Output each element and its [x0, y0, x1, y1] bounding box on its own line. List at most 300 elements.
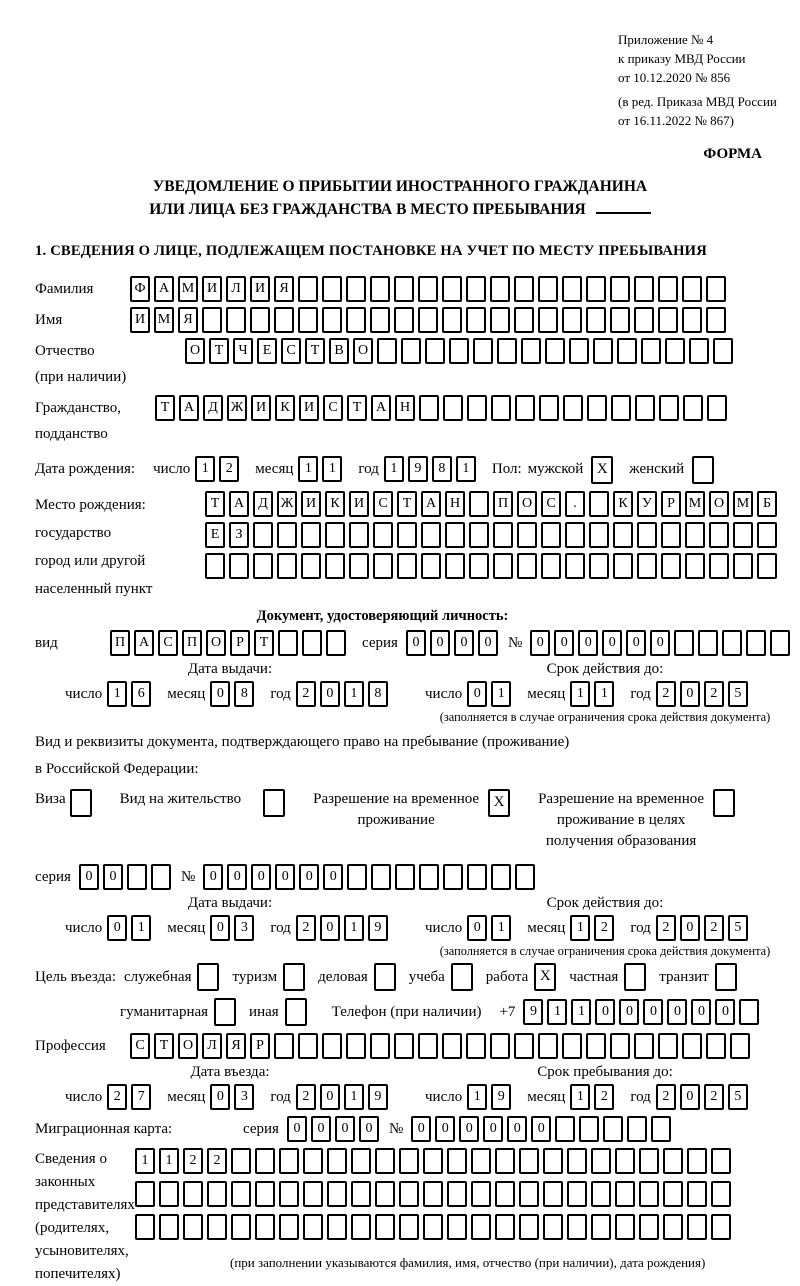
char-cell[interactable]	[567, 1181, 587, 1207]
char-cell[interactable]: 9	[523, 999, 543, 1025]
char-cell[interactable]	[493, 522, 513, 548]
char-cell[interactable]	[634, 1033, 654, 1059]
char-cell[interactable]: 1	[298, 456, 318, 482]
char-cell[interactable]: И	[299, 395, 319, 421]
char-cell[interactable]	[467, 864, 487, 890]
char-cell[interactable]	[394, 1033, 414, 1059]
char-cell[interactable]	[183, 1214, 203, 1240]
char-cell[interactable]	[399, 1181, 419, 1207]
char-cell[interactable]	[322, 307, 342, 333]
char-cell[interactable]: 0	[320, 681, 340, 707]
char-cell[interactable]	[231, 1214, 251, 1240]
char-cell[interactable]: 0	[680, 681, 700, 707]
char-cell[interactable]	[567, 1214, 587, 1240]
char-cell[interactable]	[279, 1214, 299, 1240]
char-cell[interactable]: 9	[368, 1084, 388, 1110]
char-cell[interactable]: И	[202, 276, 222, 302]
char-cell[interactable]	[473, 338, 493, 364]
char-cell[interactable]	[579, 1116, 599, 1142]
char-cell[interactable]: К	[275, 395, 295, 421]
char-cell[interactable]	[325, 522, 345, 548]
char-cell[interactable]	[610, 1033, 630, 1059]
char-cell[interactable]	[466, 276, 486, 302]
char-cell[interactable]: 0	[320, 915, 340, 941]
char-cell[interactable]	[635, 395, 655, 421]
char-cell[interactable]: О	[353, 338, 373, 364]
char-cell[interactable]	[563, 395, 583, 421]
char-cell[interactable]	[637, 522, 657, 548]
char-cell[interactable]: У	[637, 491, 657, 517]
char-cell[interactable]	[207, 1181, 227, 1207]
char-cell[interactable]	[730, 1033, 750, 1059]
char-cell[interactable]: Н	[395, 395, 415, 421]
char-cell[interactable]	[613, 522, 633, 548]
char-cell[interactable]: 2	[296, 1084, 316, 1110]
char-cell[interactable]: 0	[406, 630, 426, 656]
char-cell[interactable]: 0	[478, 630, 498, 656]
char-cell[interactable]	[303, 1214, 323, 1240]
char-cell[interactable]: И	[130, 307, 150, 333]
char-cell[interactable]: 2	[219, 456, 239, 482]
char-cell[interactable]: 9	[491, 1084, 511, 1110]
char-cell[interactable]: С	[323, 395, 343, 421]
char-cell[interactable]	[303, 1148, 323, 1174]
char-cell[interactable]: 2	[594, 915, 614, 941]
char-cell[interactable]	[442, 276, 462, 302]
char-cell[interactable]	[517, 553, 537, 579]
char-cell[interactable]	[423, 1214, 443, 1240]
char-cell[interactable]	[639, 1214, 659, 1240]
char-cell[interactable]	[375, 1148, 395, 1174]
char-cell[interactable]: 1	[547, 999, 567, 1025]
char-cell[interactable]	[586, 1033, 606, 1059]
char-cell[interactable]: 8	[368, 681, 388, 707]
char-cell[interactable]	[682, 276, 702, 302]
char-cell[interactable]	[757, 522, 777, 548]
char-cell[interactable]: М	[733, 491, 753, 517]
char-cell[interactable]	[663, 1148, 683, 1174]
char-cell[interactable]	[159, 1181, 179, 1207]
char-cell[interactable]	[587, 395, 607, 421]
char-cell[interactable]	[495, 1181, 515, 1207]
char-cell[interactable]	[757, 553, 777, 579]
char-cell[interactable]	[250, 307, 270, 333]
char-cell[interactable]: 0	[554, 630, 574, 656]
char-cell[interactable]	[613, 553, 633, 579]
char-cell[interactable]: М	[154, 307, 174, 333]
char-cell[interactable]	[231, 1181, 251, 1207]
char-cell[interactable]: 0	[619, 999, 639, 1025]
char-cell[interactable]: 1	[571, 999, 591, 1025]
char-cell[interactable]: 1	[491, 915, 511, 941]
char-cell[interactable]	[591, 1181, 611, 1207]
char-cell[interactable]: 0	[275, 864, 295, 890]
char-cell[interactable]	[543, 1148, 563, 1174]
char-cell[interactable]: 0	[203, 864, 223, 890]
char-cell[interactable]	[545, 338, 565, 364]
char-cell[interactable]	[539, 395, 559, 421]
char-cell[interactable]: В	[329, 338, 349, 364]
char-cell[interactable]: 1	[344, 1084, 364, 1110]
char-cell[interactable]	[471, 1181, 491, 1207]
char-cell[interactable]	[401, 338, 421, 364]
char-cell[interactable]	[689, 338, 709, 364]
option-residence-permit-checkbox[interactable]	[263, 789, 285, 817]
char-cell[interactable]	[661, 522, 681, 548]
char-cell[interactable]	[562, 1033, 582, 1059]
char-cell[interactable]	[351, 1148, 371, 1174]
char-cell[interactable]	[425, 338, 445, 364]
char-cell[interactable]	[327, 1148, 347, 1174]
char-cell[interactable]	[447, 1214, 467, 1240]
char-cell[interactable]	[255, 1214, 275, 1240]
char-cell[interactable]	[698, 630, 718, 656]
char-cell[interactable]: П	[493, 491, 513, 517]
char-cell[interactable]	[377, 338, 397, 364]
char-cell[interactable]: 2	[207, 1148, 227, 1174]
char-cell[interactable]	[298, 1033, 318, 1059]
char-cell[interactable]: Е	[257, 338, 277, 364]
char-cell[interactable]	[394, 307, 414, 333]
char-cell[interactable]: 0	[531, 1116, 551, 1142]
char-cell[interactable]: 0	[595, 999, 615, 1025]
char-cell[interactable]	[658, 276, 678, 302]
char-cell[interactable]	[687, 1148, 707, 1174]
char-cell[interactable]	[471, 1214, 491, 1240]
char-cell[interactable]: 0	[210, 681, 230, 707]
char-cell[interactable]: 0	[435, 1116, 455, 1142]
char-cell[interactable]	[615, 1181, 635, 1207]
char-cell[interactable]	[279, 1181, 299, 1207]
char-cell[interactable]: 1	[344, 915, 364, 941]
char-cell[interactable]: 2	[296, 915, 316, 941]
char-cell[interactable]	[562, 276, 582, 302]
char-cell[interactable]: Т	[254, 630, 274, 656]
char-cell[interactable]	[586, 276, 606, 302]
char-cell[interactable]: 0	[680, 915, 700, 941]
char-cell[interactable]: 0	[459, 1116, 479, 1142]
char-cell[interactable]	[639, 1181, 659, 1207]
char-cell[interactable]: 0	[507, 1116, 527, 1142]
char-cell[interactable]: 5	[728, 915, 748, 941]
char-cell[interactable]	[346, 307, 366, 333]
char-cell[interactable]	[490, 1033, 510, 1059]
char-cell[interactable]	[418, 276, 438, 302]
char-cell[interactable]	[226, 307, 246, 333]
char-cell[interactable]	[663, 1214, 683, 1240]
char-cell[interactable]	[589, 491, 609, 517]
char-cell[interactable]	[301, 553, 321, 579]
char-cell[interactable]: К	[613, 491, 633, 517]
char-cell[interactable]	[519, 1214, 539, 1240]
char-cell[interactable]	[274, 1033, 294, 1059]
char-cell[interactable]	[706, 276, 726, 302]
char-cell[interactable]: 8	[234, 681, 254, 707]
purpose-option-checkbox[interactable]	[451, 963, 473, 991]
char-cell[interactable]: 7	[131, 1084, 151, 1110]
char-cell[interactable]: 6	[131, 681, 151, 707]
char-cell[interactable]: 0	[691, 999, 711, 1025]
char-cell[interactable]	[659, 395, 679, 421]
char-cell[interactable]	[706, 307, 726, 333]
char-cell[interactable]	[663, 1181, 683, 1207]
char-cell[interactable]	[555, 1116, 575, 1142]
char-cell[interactable]: О	[709, 491, 729, 517]
char-cell[interactable]	[466, 307, 486, 333]
char-cell[interactable]: П	[182, 630, 202, 656]
char-cell[interactable]: 0	[299, 864, 319, 890]
char-cell[interactable]	[135, 1181, 155, 1207]
char-cell[interactable]	[706, 1033, 726, 1059]
char-cell[interactable]	[298, 276, 318, 302]
char-cell[interactable]: 0	[643, 999, 663, 1025]
char-cell[interactable]	[538, 1033, 558, 1059]
char-cell[interactable]: 0	[626, 630, 646, 656]
char-cell[interactable]	[395, 864, 415, 890]
char-cell[interactable]	[615, 1148, 635, 1174]
char-cell[interactable]	[711, 1214, 731, 1240]
sex-male-checkbox[interactable]: X	[591, 456, 613, 484]
char-cell[interactable]	[255, 1181, 275, 1207]
char-cell[interactable]	[538, 307, 558, 333]
char-cell[interactable]: 0	[210, 915, 230, 941]
char-cell[interactable]	[445, 553, 465, 579]
char-cell[interactable]	[515, 864, 535, 890]
char-cell[interactable]: 1	[491, 681, 511, 707]
char-cell[interactable]	[229, 553, 249, 579]
char-cell[interactable]: 1	[135, 1148, 155, 1174]
char-cell[interactable]	[302, 630, 322, 656]
char-cell[interactable]: 1	[594, 681, 614, 707]
char-cell[interactable]: Р	[250, 1033, 270, 1059]
char-cell[interactable]: 2	[704, 681, 724, 707]
char-cell[interactable]	[591, 1214, 611, 1240]
char-cell[interactable]: Т	[305, 338, 325, 364]
char-cell[interactable]	[538, 276, 558, 302]
char-cell[interactable]	[277, 522, 297, 548]
char-cell[interactable]: Д	[253, 491, 273, 517]
sex-female-checkbox[interactable]	[692, 456, 714, 484]
char-cell[interactable]	[469, 522, 489, 548]
char-cell[interactable]: 9	[368, 915, 388, 941]
char-cell[interactable]	[627, 1116, 647, 1142]
char-cell[interactable]	[543, 1214, 563, 1240]
char-cell[interactable]: 1	[570, 681, 590, 707]
char-cell[interactable]: Ф	[130, 276, 150, 302]
char-cell[interactable]: 0	[667, 999, 687, 1025]
char-cell[interactable]	[423, 1181, 443, 1207]
char-cell[interactable]	[231, 1148, 251, 1174]
char-cell[interactable]: 9	[408, 456, 428, 482]
option-visa-checkbox[interactable]	[70, 789, 92, 817]
char-cell[interactable]	[495, 1214, 515, 1240]
char-cell[interactable]: И	[301, 491, 321, 517]
char-cell[interactable]	[517, 522, 537, 548]
char-cell[interactable]: 0	[411, 1116, 431, 1142]
char-cell[interactable]	[491, 395, 511, 421]
char-cell[interactable]: С	[281, 338, 301, 364]
purpose-option-checkbox[interactable]	[374, 963, 396, 991]
char-cell[interactable]	[135, 1214, 155, 1240]
char-cell[interactable]: 8	[432, 456, 452, 482]
char-cell[interactable]	[445, 522, 465, 548]
char-cell[interactable]	[514, 276, 534, 302]
char-cell[interactable]: 1	[195, 456, 215, 482]
char-cell[interactable]	[349, 522, 369, 548]
char-cell[interactable]	[770, 630, 790, 656]
char-cell[interactable]	[466, 1033, 486, 1059]
char-cell[interactable]	[301, 522, 321, 548]
char-cell[interactable]	[651, 1116, 671, 1142]
char-cell[interactable]	[447, 1181, 467, 1207]
char-cell[interactable]: А	[421, 491, 441, 517]
char-cell[interactable]	[151, 864, 171, 890]
char-cell[interactable]: 2	[656, 915, 676, 941]
char-cell[interactable]	[567, 1148, 587, 1174]
char-cell[interactable]: Р	[230, 630, 250, 656]
char-cell[interactable]	[658, 307, 678, 333]
char-cell[interactable]	[370, 276, 390, 302]
char-cell[interactable]	[565, 522, 585, 548]
char-cell[interactable]	[371, 864, 391, 890]
char-cell[interactable]: 0	[530, 630, 550, 656]
char-cell[interactable]	[443, 395, 463, 421]
char-cell[interactable]	[370, 307, 390, 333]
char-cell[interactable]	[421, 522, 441, 548]
char-cell[interactable]	[253, 553, 273, 579]
char-cell[interactable]: 0	[251, 864, 271, 890]
char-cell[interactable]	[521, 338, 541, 364]
char-cell[interactable]	[253, 522, 273, 548]
char-cell[interactable]	[471, 1148, 491, 1174]
char-cell[interactable]: Е	[205, 522, 225, 548]
char-cell[interactable]: 3	[234, 1084, 254, 1110]
char-cell[interactable]	[565, 553, 585, 579]
char-cell[interactable]: Т	[397, 491, 417, 517]
char-cell[interactable]	[739, 999, 759, 1025]
char-cell[interactable]	[637, 553, 657, 579]
option-temp-residence-education-checkbox[interactable]	[713, 789, 735, 817]
char-cell[interactable]: Ж	[277, 491, 297, 517]
char-cell[interactable]: 0	[650, 630, 670, 656]
char-cell[interactable]: Т	[347, 395, 367, 421]
char-cell[interactable]	[569, 338, 589, 364]
char-cell[interactable]: 0	[320, 1084, 340, 1110]
char-cell[interactable]: 1	[107, 681, 127, 707]
char-cell[interactable]: 1	[384, 456, 404, 482]
char-cell[interactable]	[589, 553, 609, 579]
char-cell[interactable]: 1	[570, 1084, 590, 1110]
char-cell[interactable]	[325, 553, 345, 579]
char-cell[interactable]	[711, 1148, 731, 1174]
char-cell[interactable]: А	[134, 630, 154, 656]
char-cell[interactable]: 1	[159, 1148, 179, 1174]
char-cell[interactable]: 0	[430, 630, 450, 656]
char-cell[interactable]: 0	[210, 1084, 230, 1110]
char-cell[interactable]	[634, 276, 654, 302]
char-cell[interactable]	[351, 1181, 371, 1207]
char-cell[interactable]	[658, 1033, 678, 1059]
char-cell[interactable]	[418, 1033, 438, 1059]
char-cell[interactable]	[279, 1148, 299, 1174]
char-cell[interactable]	[746, 630, 766, 656]
char-cell[interactable]	[322, 276, 342, 302]
char-cell[interactable]: З	[229, 522, 249, 548]
char-cell[interactable]: О	[206, 630, 226, 656]
char-cell[interactable]	[418, 307, 438, 333]
char-cell[interactable]: 2	[704, 1084, 724, 1110]
char-cell[interactable]: Б	[757, 491, 777, 517]
char-cell[interactable]: 5	[728, 1084, 748, 1110]
char-cell[interactable]	[127, 864, 147, 890]
char-cell[interactable]	[370, 1033, 390, 1059]
char-cell[interactable]	[443, 864, 463, 890]
char-cell[interactable]	[493, 553, 513, 579]
char-cell[interactable]	[202, 307, 222, 333]
option-temp-residence-checkbox[interactable]: X	[488, 789, 510, 817]
char-cell[interactable]: А	[179, 395, 199, 421]
char-cell[interactable]	[591, 1148, 611, 1174]
char-cell[interactable]: Я	[178, 307, 198, 333]
char-cell[interactable]: 1	[467, 1084, 487, 1110]
char-cell[interactable]: 0	[311, 1116, 331, 1142]
char-cell[interactable]: С	[130, 1033, 150, 1059]
char-cell[interactable]: 1	[344, 681, 364, 707]
char-cell[interactable]: И	[251, 395, 271, 421]
char-cell[interactable]	[707, 395, 727, 421]
char-cell[interactable]	[733, 553, 753, 579]
char-cell[interactable]	[495, 1148, 515, 1174]
char-cell[interactable]: 0	[335, 1116, 355, 1142]
char-cell[interactable]	[713, 338, 733, 364]
char-cell[interactable]: Т	[154, 1033, 174, 1059]
char-cell[interactable]	[442, 1033, 462, 1059]
char-cell[interactable]: И	[349, 491, 369, 517]
char-cell[interactable]: 0	[578, 630, 598, 656]
char-cell[interactable]: Т	[155, 395, 175, 421]
char-cell[interactable]	[399, 1214, 419, 1240]
char-cell[interactable]	[603, 1116, 623, 1142]
char-cell[interactable]	[375, 1181, 395, 1207]
char-cell[interactable]	[373, 522, 393, 548]
char-cell[interactable]: 5	[728, 681, 748, 707]
char-cell[interactable]	[394, 276, 414, 302]
char-cell[interactable]	[397, 553, 417, 579]
char-cell[interactable]: 0	[227, 864, 247, 890]
char-cell[interactable]: 2	[704, 915, 724, 941]
char-cell[interactable]: 2	[656, 681, 676, 707]
char-cell[interactable]: 0	[107, 915, 127, 941]
char-cell[interactable]: 2	[183, 1148, 203, 1174]
char-cell[interactable]: И	[250, 276, 270, 302]
char-cell[interactable]	[610, 307, 630, 333]
char-cell[interactable]: С	[373, 491, 393, 517]
char-cell[interactable]	[255, 1148, 275, 1174]
char-cell[interactable]: Д	[203, 395, 223, 421]
char-cell[interactable]: Н	[445, 491, 465, 517]
char-cell[interactable]: К	[325, 491, 345, 517]
char-cell[interactable]: 0	[287, 1116, 307, 1142]
char-cell[interactable]: Я	[274, 276, 294, 302]
char-cell[interactable]	[685, 522, 705, 548]
char-cell[interactable]: Р	[661, 491, 681, 517]
char-cell[interactable]	[278, 630, 298, 656]
char-cell[interactable]	[683, 395, 703, 421]
char-cell[interactable]: 0	[715, 999, 735, 1025]
purpose-option-checkbox[interactable]: X	[534, 963, 556, 991]
char-cell[interactable]: С	[158, 630, 178, 656]
char-cell[interactable]	[346, 1033, 366, 1059]
